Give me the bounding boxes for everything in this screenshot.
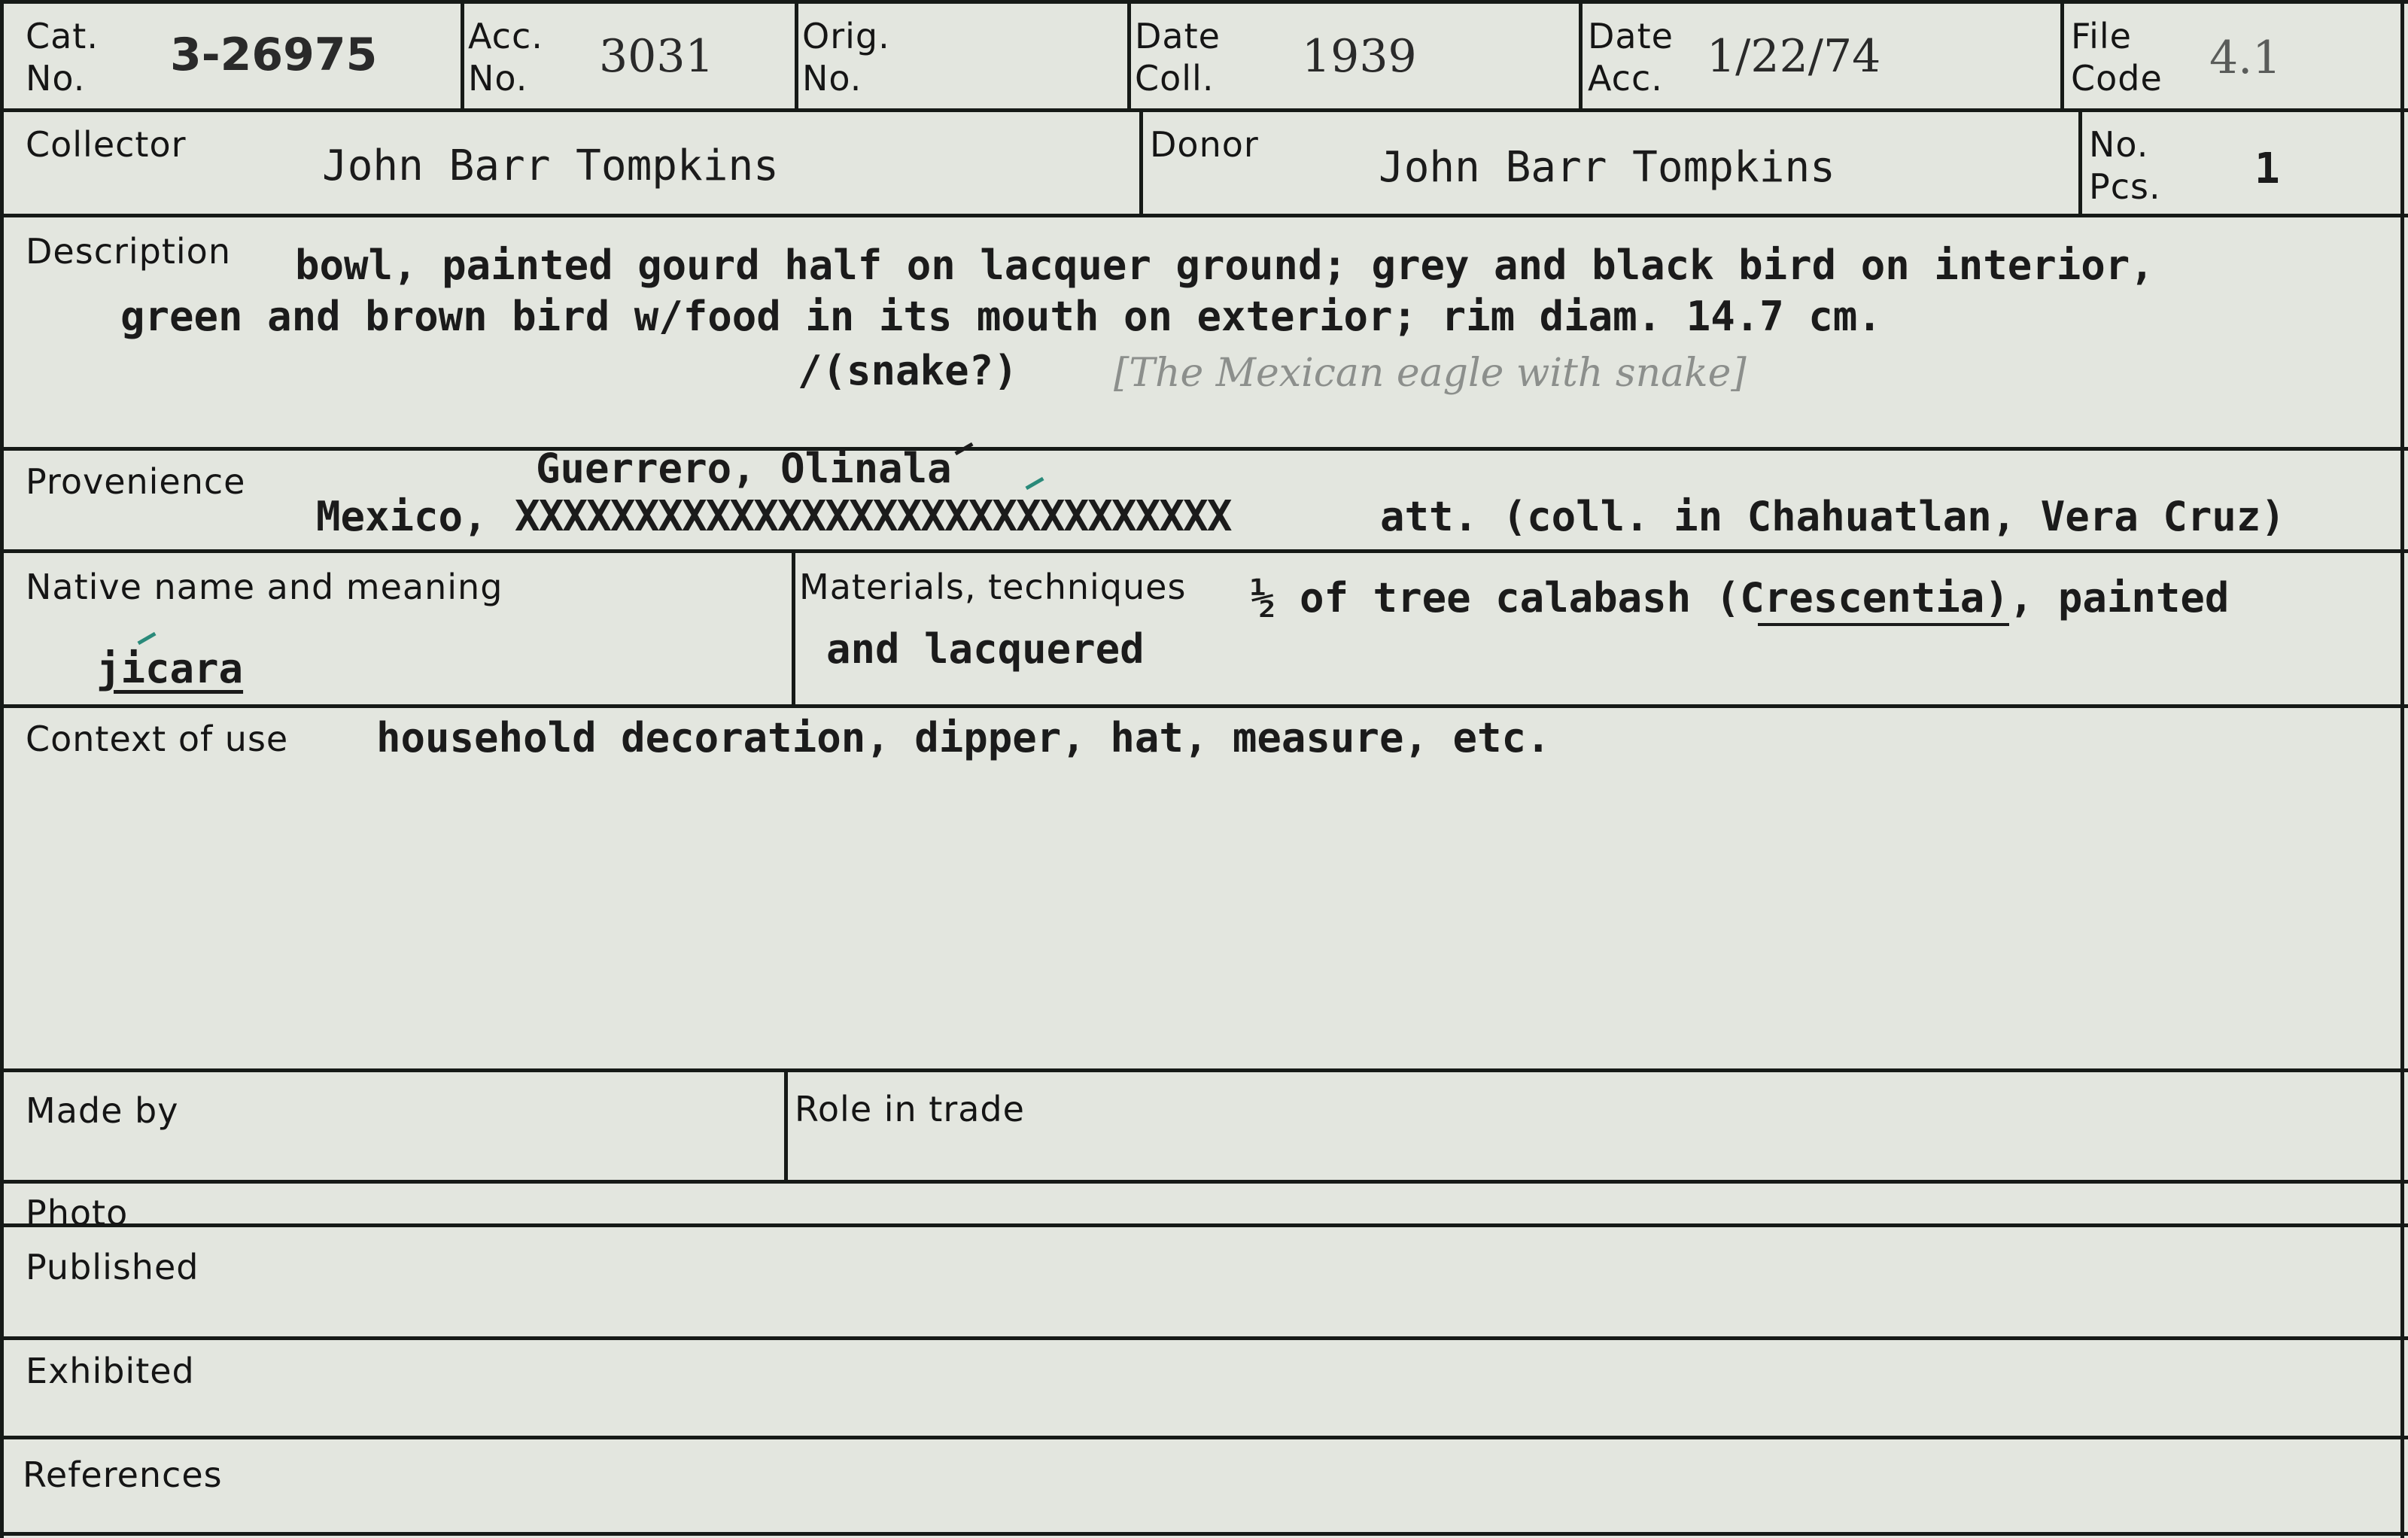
acc-no-label: Acc. No.: [468, 16, 543, 99]
cat-no-value: 3-26975: [170, 29, 378, 81]
published-label: Published: [26, 1247, 199, 1287]
rule: [0, 447, 2408, 451]
references-label: References: [23, 1454, 223, 1495]
rule: [1139, 108, 1143, 215]
native-name-value: jicara: [96, 645, 244, 692]
check-mark: [1025, 477, 1044, 490]
provenience-prefix: Mexico,: [316, 493, 488, 540]
context-value: household decoration, dipper, hat, measure, etc.: [376, 714, 1551, 761]
rule: [0, 0, 4, 1538]
rule: [792, 549, 795, 706]
rule: [0, 549, 2408, 553]
rule: [2060, 0, 2064, 110]
rule: [795, 0, 798, 110]
rule: [0, 1180, 2408, 1184]
rule: [0, 1436, 2408, 1439]
rule: [0, 1068, 2408, 1072]
date-acc-value: 1/22/74: [1707, 30, 1881, 83]
description-pencil-note: [The Mexican eagle with snake]: [1114, 351, 1747, 396]
rule: [0, 1532, 2408, 1536]
rule: [0, 214, 2408, 217]
rule: [2400, 0, 2404, 1538]
provenience-rest: att. (coll. in Chahuatlan, Vera Cruz): [1380, 493, 2285, 540]
made-by-label: Made by: [26, 1090, 179, 1131]
materials-label: Materials, techniques: [799, 567, 1187, 607]
donor-value: John Barr Tompkins: [1379, 143, 1835, 192]
provenience-label: Provenience: [26, 461, 246, 502]
description-line-2: green and brown bird w/food in its mouth on exterior; rim diam. 14.7 cm.: [120, 293, 1882, 340]
acc-no-value: 3031: [599, 30, 714, 83]
rule: [2078, 108, 2082, 215]
materials-line-2: and lacquered: [826, 625, 1145, 673]
donor-label: Donor: [1150, 124, 1259, 165]
orig-no-label: Orig. No.: [802, 16, 890, 99]
context-label: Context of use: [26, 719, 289, 759]
rule: [1579, 0, 1583, 110]
rule: [0, 1336, 2408, 1340]
rule: [0, 108, 2408, 112]
genus-underline: [1758, 623, 2009, 626]
date-coll-label: Date Coll.: [1135, 16, 1221, 99]
photo-label: Photo: [26, 1193, 129, 1233]
collector-label: Collector: [26, 124, 187, 165]
rule: [461, 0, 464, 110]
role-in-trade-label: Role in trade: [795, 1089, 1025, 1129]
exhibited-label: Exhibited: [26, 1351, 195, 1391]
description-line-1: bowl, painted gourd half on lacquer ground; grey and black bird on interior,: [295, 242, 2154, 289]
rule: [0, 0, 2408, 4]
cat-no-label: Cat. No.: [26, 16, 99, 99]
provenience-struck-text: XXXXXXXXXXXXXXXXXXXXXXXXXXXXXX: [515, 492, 1231, 541]
description-insert: /(snake?): [798, 347, 1018, 394]
rule: [0, 1223, 2408, 1227]
file-code-value: 4.1: [2209, 32, 2282, 84]
accent-mark: [137, 632, 156, 645]
date-acc-label: Date Acc.: [1588, 16, 1674, 99]
rule: [0, 704, 2408, 708]
no-pcs-value: 1: [2254, 144, 2280, 193]
no-pcs-label: No. Pcs.: [2089, 124, 2161, 207]
description-label: Description: [26, 231, 231, 272]
provenience-insert: Guerrero, Olinala: [536, 445, 952, 492]
rule: [784, 1068, 788, 1181]
date-coll-value: 1939: [1302, 30, 1417, 83]
rule: [1127, 0, 1131, 110]
materials-line-1: ½ of tree calabash (Crescentia), painted: [1251, 574, 2230, 622]
file-code-label: File Code: [2071, 16, 2163, 99]
collector-value: John Barr Tompkins: [322, 141, 779, 190]
native-name-label: Native name and meaning: [26, 567, 503, 607]
